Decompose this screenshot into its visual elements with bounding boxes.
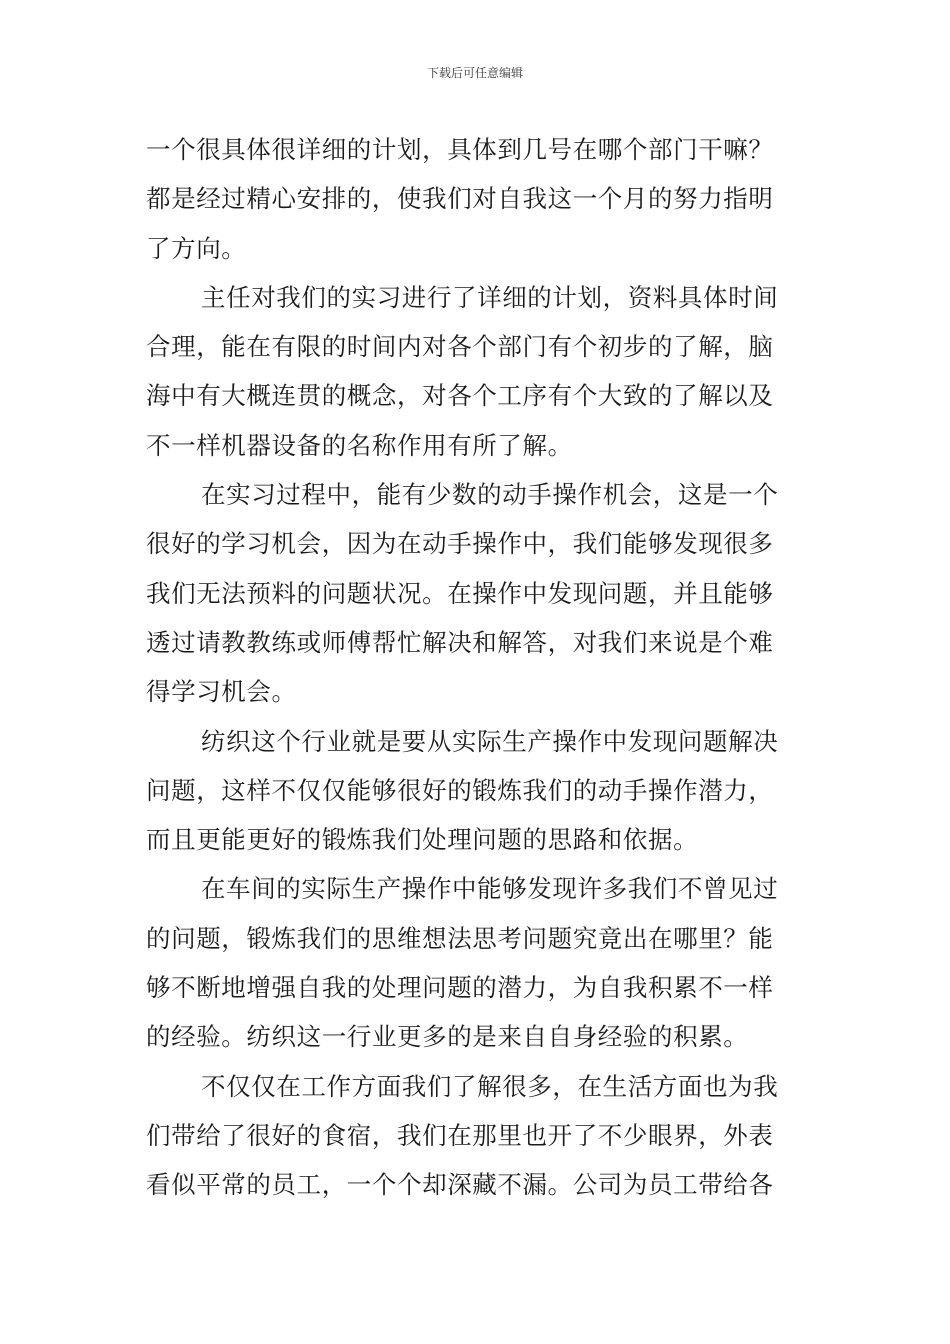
text-line: 很好的学习机会，因为在动手操作中，我们能够发现很多	[146, 529, 774, 559]
text-line: 而且更能更好的锻炼我们处理问题的思路和依据。	[146, 825, 699, 855]
paragraph-first-line: 主任对我们的实习进行了详细的计划，资料具体时间	[201, 282, 779, 312]
text-line: 了方向。	[146, 233, 247, 263]
text-line: 不一样机器设备的名称作用有所了解。	[146, 430, 573, 460]
text-line: 都是经过精心安排的，使我们对自我这一个月的努力指明	[146, 184, 774, 214]
paragraph-first-line: 不仅仅在工作方面我们了解很多，在生活方面也为我	[201, 1071, 779, 1101]
text-line: 的问题，锻炼我们的思维想法思考问题究竟出在哪里？能	[146, 923, 774, 953]
text-line: 们带给了很好的食宿，我们在那里也开了不少眼界，外表	[146, 1120, 774, 1150]
text-line: 问题，这样不仅仅能够很好的锻炼我们的动手操作潜力，	[146, 775, 774, 805]
text-line: 我们无法预料的问题状况。在操作中发现问题，并且能够	[146, 578, 774, 608]
page-header: 下载后可任意编辑	[426, 66, 523, 80]
paragraph-first-line: 在实习过程中，能有少数的动手操作机会，这是一个	[201, 480, 779, 510]
text-line: 透过请教教练或师傅帮忙解决和解答，对我们来说是个难	[146, 627, 774, 657]
paragraph-first-line: 纺织这个行业就是要从实际生产操作中发现问题解决	[201, 726, 779, 756]
text-line: 看似平常的员工，一个个却深藏不漏。公司为员工带给各	[146, 1170, 774, 1200]
text-line: 的经验。纺织这一行业更多的是来自自身经验的积累。	[146, 1022, 749, 1052]
text-line: 够不断地增强自我的处理问题的潜力，为自我积累不一样	[146, 973, 774, 1003]
text-line: 海中有大概连贯的概念，对各个工序有个大致的了解以及	[146, 381, 774, 411]
document-body	[146, 125, 808, 1210]
text-line: 得学习机会。	[146, 677, 297, 707]
paragraph-first-line: 在车间的实际生产操作中能够发现许多我们不曾见过	[201, 874, 779, 904]
text-line: 合理，能在有限的时间内对各个部门有个初步的了解，脑	[146, 332, 774, 362]
text-line: 一个很具体很详细的计划，具体到几号在哪个部门干嘛？	[146, 135, 774, 164]
